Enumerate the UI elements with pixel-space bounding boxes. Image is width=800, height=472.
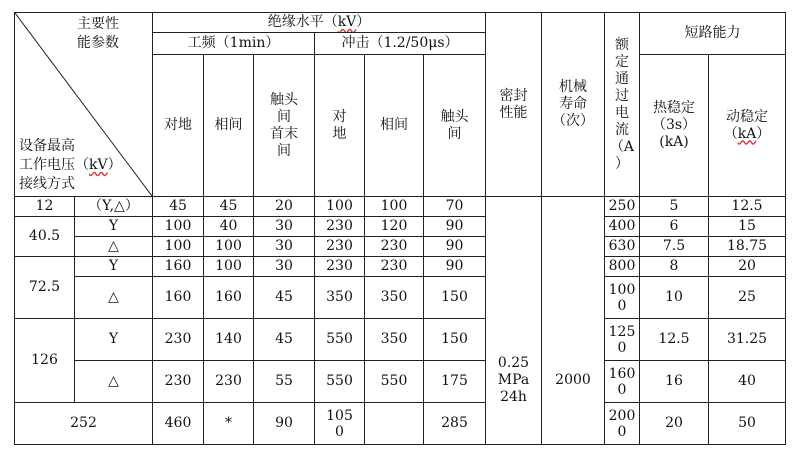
current-line-2: 0 bbox=[617, 339, 627, 356]
dynamic-cell: 31.25 bbox=[709, 319, 786, 361]
im-phase-cell bbox=[365, 403, 424, 445]
thermal-cell: 20 bbox=[640, 403, 709, 445]
im-phase-cell: 550 bbox=[365, 361, 424, 403]
pf-contact-cell: 90 bbox=[254, 403, 315, 445]
voltage-cell: 12 bbox=[15, 197, 75, 217]
connection-cell: Y bbox=[75, 257, 153, 277]
pf-contact-line-4: 间 bbox=[277, 142, 291, 159]
pf-contact-cell: 55 bbox=[254, 361, 315, 403]
connection-cell: △ bbox=[75, 237, 153, 257]
im-ground-line-1: 105 bbox=[326, 407, 353, 424]
current-cell: 400 bbox=[605, 217, 640, 237]
current-line-2: 0 bbox=[617, 297, 627, 314]
im-phase-cell: 350 bbox=[365, 277, 424, 319]
corner-header-cell bbox=[15, 13, 153, 197]
im-ground-line-1: 对 bbox=[332, 108, 347, 125]
pf-phase-cell: 230 bbox=[204, 361, 254, 403]
insulation-paren: ） bbox=[356, 14, 371, 30]
impulse-header: 冲击（1.2/50μs） bbox=[315, 33, 486, 55]
im-phase-cell: 350 bbox=[365, 319, 424, 361]
seal-header bbox=[486, 13, 542, 197]
rated-char: 定 bbox=[615, 53, 629, 70]
corner-bottom-line-2 bbox=[19, 156, 122, 175]
pf-phase-cell: 140 bbox=[204, 319, 254, 361]
spec-table-container bbox=[14, 12, 785, 464]
voltage-cell: 126 bbox=[15, 319, 75, 403]
dynamic-cell: 12.5 bbox=[709, 197, 786, 217]
dynamic-paren-close: ） bbox=[756, 125, 771, 142]
mech-header-line-3: （次） bbox=[552, 113, 594, 129]
current-cell bbox=[605, 277, 640, 319]
current-cell bbox=[605, 319, 640, 361]
dynamic-cell: 25 bbox=[709, 277, 786, 319]
im-ground-cell: 550 bbox=[315, 319, 365, 361]
im-contact-cell: 90 bbox=[424, 217, 486, 237]
rated-char: 流 bbox=[615, 121, 629, 138]
dynamic-cell: 18.75 bbox=[709, 237, 786, 257]
dynamic-paren-open: （ bbox=[723, 125, 738, 142]
im-ground-cell: 230 bbox=[315, 257, 365, 277]
seal-line-2: MPa bbox=[497, 372, 530, 388]
table-row bbox=[15, 257, 786, 277]
thermal-cell: 12.5 bbox=[640, 319, 709, 361]
im-phase-cell: 230 bbox=[365, 237, 424, 257]
mech-life-header bbox=[542, 13, 605, 197]
pf-contact-cell: 30 bbox=[254, 237, 315, 257]
insulation-text: 绝缘水平（ bbox=[267, 14, 338, 30]
thermal-header bbox=[640, 55, 709, 197]
dynamic-cell: 40 bbox=[709, 361, 786, 403]
dynamic-cell: 20 bbox=[709, 257, 786, 277]
pf-contact-cell: 30 bbox=[254, 217, 315, 237]
corner-top-label bbox=[77, 15, 119, 53]
current-line-1: 100 bbox=[608, 281, 636, 298]
im-contact-cell: 150 bbox=[424, 319, 486, 361]
corner-bottom-unit: kV bbox=[89, 157, 108, 173]
mech-header-line-1: 机械 bbox=[559, 79, 587, 95]
current-cell: 800 bbox=[605, 257, 640, 277]
pf-phase-cell: 45 bbox=[204, 197, 254, 217]
im-ground-cell: 230 bbox=[315, 217, 365, 237]
im-ground-line-2: 地 bbox=[332, 125, 347, 142]
rated-char: ） bbox=[615, 155, 629, 172]
im-ground-cell bbox=[315, 403, 365, 445]
current-line-1: 200 bbox=[608, 407, 636, 424]
mech-life-cell: 2000 bbox=[542, 197, 605, 445]
short-circuit-header: 短路能力 bbox=[640, 13, 786, 55]
power-frequency-header: 工频（1min） bbox=[153, 33, 315, 55]
connection-cell: △ bbox=[75, 361, 153, 403]
pf-ground-cell: 230 bbox=[153, 361, 204, 403]
table-row bbox=[15, 277, 786, 319]
current-cell bbox=[605, 361, 640, 403]
im-ground-cell: 550 bbox=[315, 361, 365, 403]
pf-phase-cell: 160 bbox=[204, 277, 254, 319]
im-ground-cell: 100 bbox=[315, 197, 365, 217]
seal-cell bbox=[486, 197, 542, 445]
table-row bbox=[15, 361, 786, 403]
corner-bottom-line-3: 接线方式 bbox=[19, 176, 75, 192]
pf-ground-cell: 160 bbox=[153, 257, 204, 277]
table-row bbox=[15, 197, 786, 217]
rated-char: 额 bbox=[615, 36, 629, 53]
seal-header-line-2: 性能 bbox=[499, 104, 528, 121]
mech-header-line-2: 寿命 bbox=[559, 96, 587, 112]
dynamic-line-1: 动稳定 bbox=[726, 108, 768, 125]
seal-line-3: 24h bbox=[500, 389, 527, 405]
pf-contact-cell: 45 bbox=[254, 277, 315, 319]
current-line-2: 0 bbox=[617, 423, 627, 440]
insulation-level-header bbox=[153, 13, 486, 33]
rated-char: （A bbox=[609, 138, 635, 155]
im-contact-cell: 175 bbox=[424, 361, 486, 403]
im-contact-cell: 90 bbox=[424, 257, 486, 277]
pf-phase-cell: 100 bbox=[204, 257, 254, 277]
table-row bbox=[15, 403, 786, 445]
insulation-unit: kV bbox=[337, 14, 357, 30]
voltage-cell: 72.5 bbox=[15, 257, 75, 319]
seal-header-line-1: 密封 bbox=[499, 87, 528, 104]
im-ground-cell: 350 bbox=[315, 277, 365, 319]
current-line-1: 160 bbox=[608, 365, 636, 382]
im-ground-line-2: 0 bbox=[335, 423, 344, 440]
pf-contact-header bbox=[254, 55, 315, 197]
rated-char: 过 bbox=[615, 87, 629, 104]
im-phase-cell: 120 bbox=[365, 217, 424, 237]
pf-ground-header: 对地 bbox=[153, 55, 204, 197]
im-contact-cell: 285 bbox=[424, 403, 486, 445]
thermal-cell: 10 bbox=[640, 277, 709, 319]
pf-phase-cell: 100 bbox=[204, 237, 254, 257]
pf-contact-cell: 45 bbox=[254, 319, 315, 361]
current-cell: 250 bbox=[605, 197, 640, 217]
im-phase-cell: 100 bbox=[365, 197, 424, 217]
pf-ground-cell: 100 bbox=[153, 217, 204, 237]
corner-top-line-2: 能参数 bbox=[77, 35, 119, 51]
thermal-cell: 5 bbox=[640, 197, 709, 217]
seal-line-1: 0.25 bbox=[497, 355, 530, 371]
im-ground-header bbox=[315, 55, 365, 197]
header-row-1 bbox=[15, 13, 786, 33]
voltage-cell: 40.5 bbox=[15, 217, 75, 257]
thermal-cell: 6 bbox=[640, 217, 709, 237]
rated-char: 通 bbox=[615, 70, 629, 87]
dynamic-cell: 50 bbox=[709, 403, 786, 445]
pf-phase-cell: * bbox=[204, 403, 254, 445]
im-contact-header bbox=[424, 55, 486, 197]
pf-contact-line-1: 触头 bbox=[270, 91, 298, 108]
im-contact-cell: 150 bbox=[424, 277, 486, 319]
pf-ground-cell: 230 bbox=[153, 319, 204, 361]
dynamic-cell: 15 bbox=[709, 217, 786, 237]
pf-contact-line-2: 间 bbox=[277, 108, 291, 125]
pf-phase-cell: 40 bbox=[204, 217, 254, 237]
voltage-cell: 252 bbox=[15, 403, 153, 445]
rated-char: 电 bbox=[615, 104, 629, 121]
corner-bottom-paren: ） bbox=[107, 157, 122, 173]
pf-ground-cell: 160 bbox=[153, 277, 204, 319]
thermal-line-3: (kA) bbox=[659, 134, 689, 150]
pf-ground-cell: 100 bbox=[153, 237, 204, 257]
im-contact-cell: 90 bbox=[424, 237, 486, 257]
dynamic-unit: kA bbox=[737, 125, 757, 142]
thermal-cell: 16 bbox=[640, 361, 709, 403]
current-line-2: 0 bbox=[617, 381, 627, 398]
thermal-line-1: 热稳定 bbox=[653, 100, 695, 116]
thermal-line-2: （3s） bbox=[651, 117, 697, 133]
corner-bottom-line-1: 设备最高 bbox=[19, 138, 75, 154]
pf-ground-cell: 460 bbox=[153, 403, 204, 445]
dynamic-header bbox=[709, 55, 786, 197]
current-line-1: 125 bbox=[608, 323, 636, 340]
corner-bottom-text: 工作电压（ bbox=[19, 157, 89, 173]
current-cell: 630 bbox=[605, 237, 640, 257]
pf-phase-header: 相间 bbox=[204, 55, 254, 197]
switchgear-spec-table bbox=[14, 12, 786, 445]
pf-contact-cell: 30 bbox=[254, 257, 315, 277]
im-contact-cell: 70 bbox=[424, 197, 486, 217]
table-row bbox=[15, 237, 786, 257]
pf-contact-cell: 20 bbox=[254, 197, 315, 217]
thermal-cell: 8 bbox=[640, 257, 709, 277]
corner-bottom-label bbox=[19, 137, 122, 194]
connection-cell: △ bbox=[75, 277, 153, 319]
connection-cell: （Y,△） bbox=[75, 197, 153, 217]
connection-cell: Y bbox=[75, 319, 153, 361]
current-cell bbox=[605, 403, 640, 445]
table-row bbox=[15, 217, 786, 237]
dynamic-line-2 bbox=[709, 126, 785, 143]
thermal-cell: 7.5 bbox=[640, 237, 709, 257]
im-contact-line-1: 触头 bbox=[440, 108, 469, 125]
connection-cell: Y bbox=[75, 217, 153, 237]
im-ground-cell: 230 bbox=[315, 237, 365, 257]
rated-current-header bbox=[605, 13, 640, 197]
im-phase-header: 相间 bbox=[365, 55, 424, 197]
pf-ground-cell: 45 bbox=[153, 197, 204, 217]
pf-contact-line-3: 首末 bbox=[270, 125, 298, 142]
corner-top-line-1: 主要性 bbox=[77, 16, 119, 32]
table-row bbox=[15, 319, 786, 361]
im-contact-line-2: 间 bbox=[447, 125, 462, 142]
im-phase-cell: 230 bbox=[365, 257, 424, 277]
